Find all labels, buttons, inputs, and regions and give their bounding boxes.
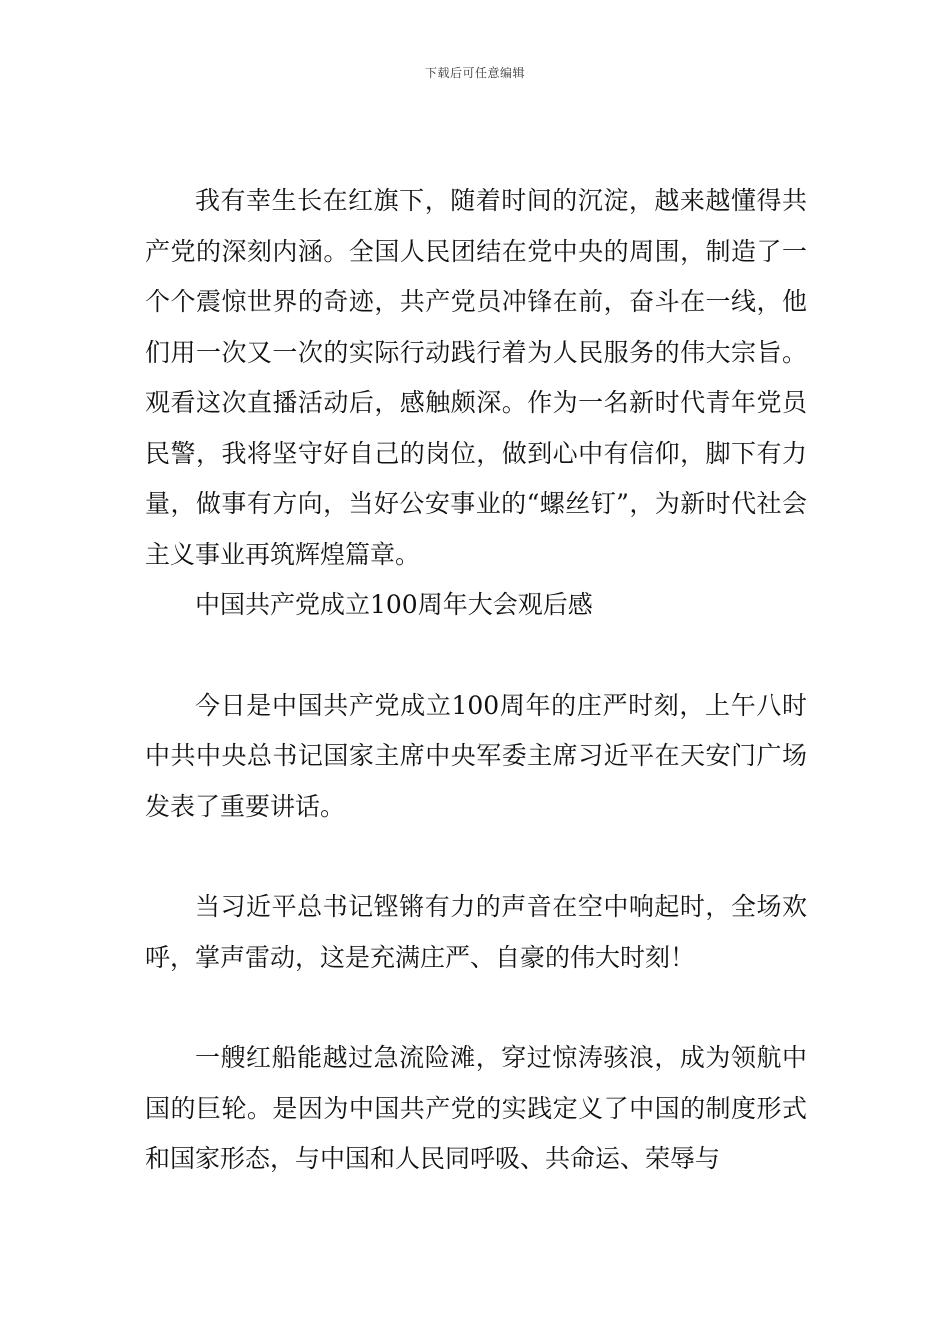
paragraph-2: 今日是中国共产党成立100周年的庄严时刻，上午八时中共中央总书记国家主席中央军委主席习近平在天安门广场发表了重要讲话。 [145,690,807,821]
paragraph-4: 一艘红船能越过急流险滩，穿过惊涛骇浪，成为领航中国的巨轮。是因为中国共产党的实践定义了中国的制度形式和国家形态，与中国和人民同呼吸、共命运、荣辱与 [145,1043,807,1173]
paragraph-1: 我有幸生长在红旗下，随着时间的沉淀，越来越懂得共产党的深刻内涵。全国人民团结在党中央的周围，制造了一个个震惊世界的奇迹，共产党员冲锋在前，奋斗在一线，他们用一次又一次的实际行动践行着为人民服务的伟大宗旨。观看这次直播活动后，感触颇深。作为一名新时代青年党员民警，我将坚守好自己的岗位，做到心中有信仰，脚下有力量，做事有方向，当好公安事业的“螺丝钉”，为新时代社会主义事业再筑辉煌篇章。 [145,186,807,569]
paragraph-3: 当习近平总书记铿锵有力的声音在空中响起时，全场欢呼，掌声雷动，这是充满庄严、自豪的伟大时刻！ [145,892,807,972]
document-body [145,176,807,1185]
page-header: 下载后可任意编辑 [424,66,525,80]
section-title: 中国共产党成立100周年大会观后感 [195,590,593,619]
